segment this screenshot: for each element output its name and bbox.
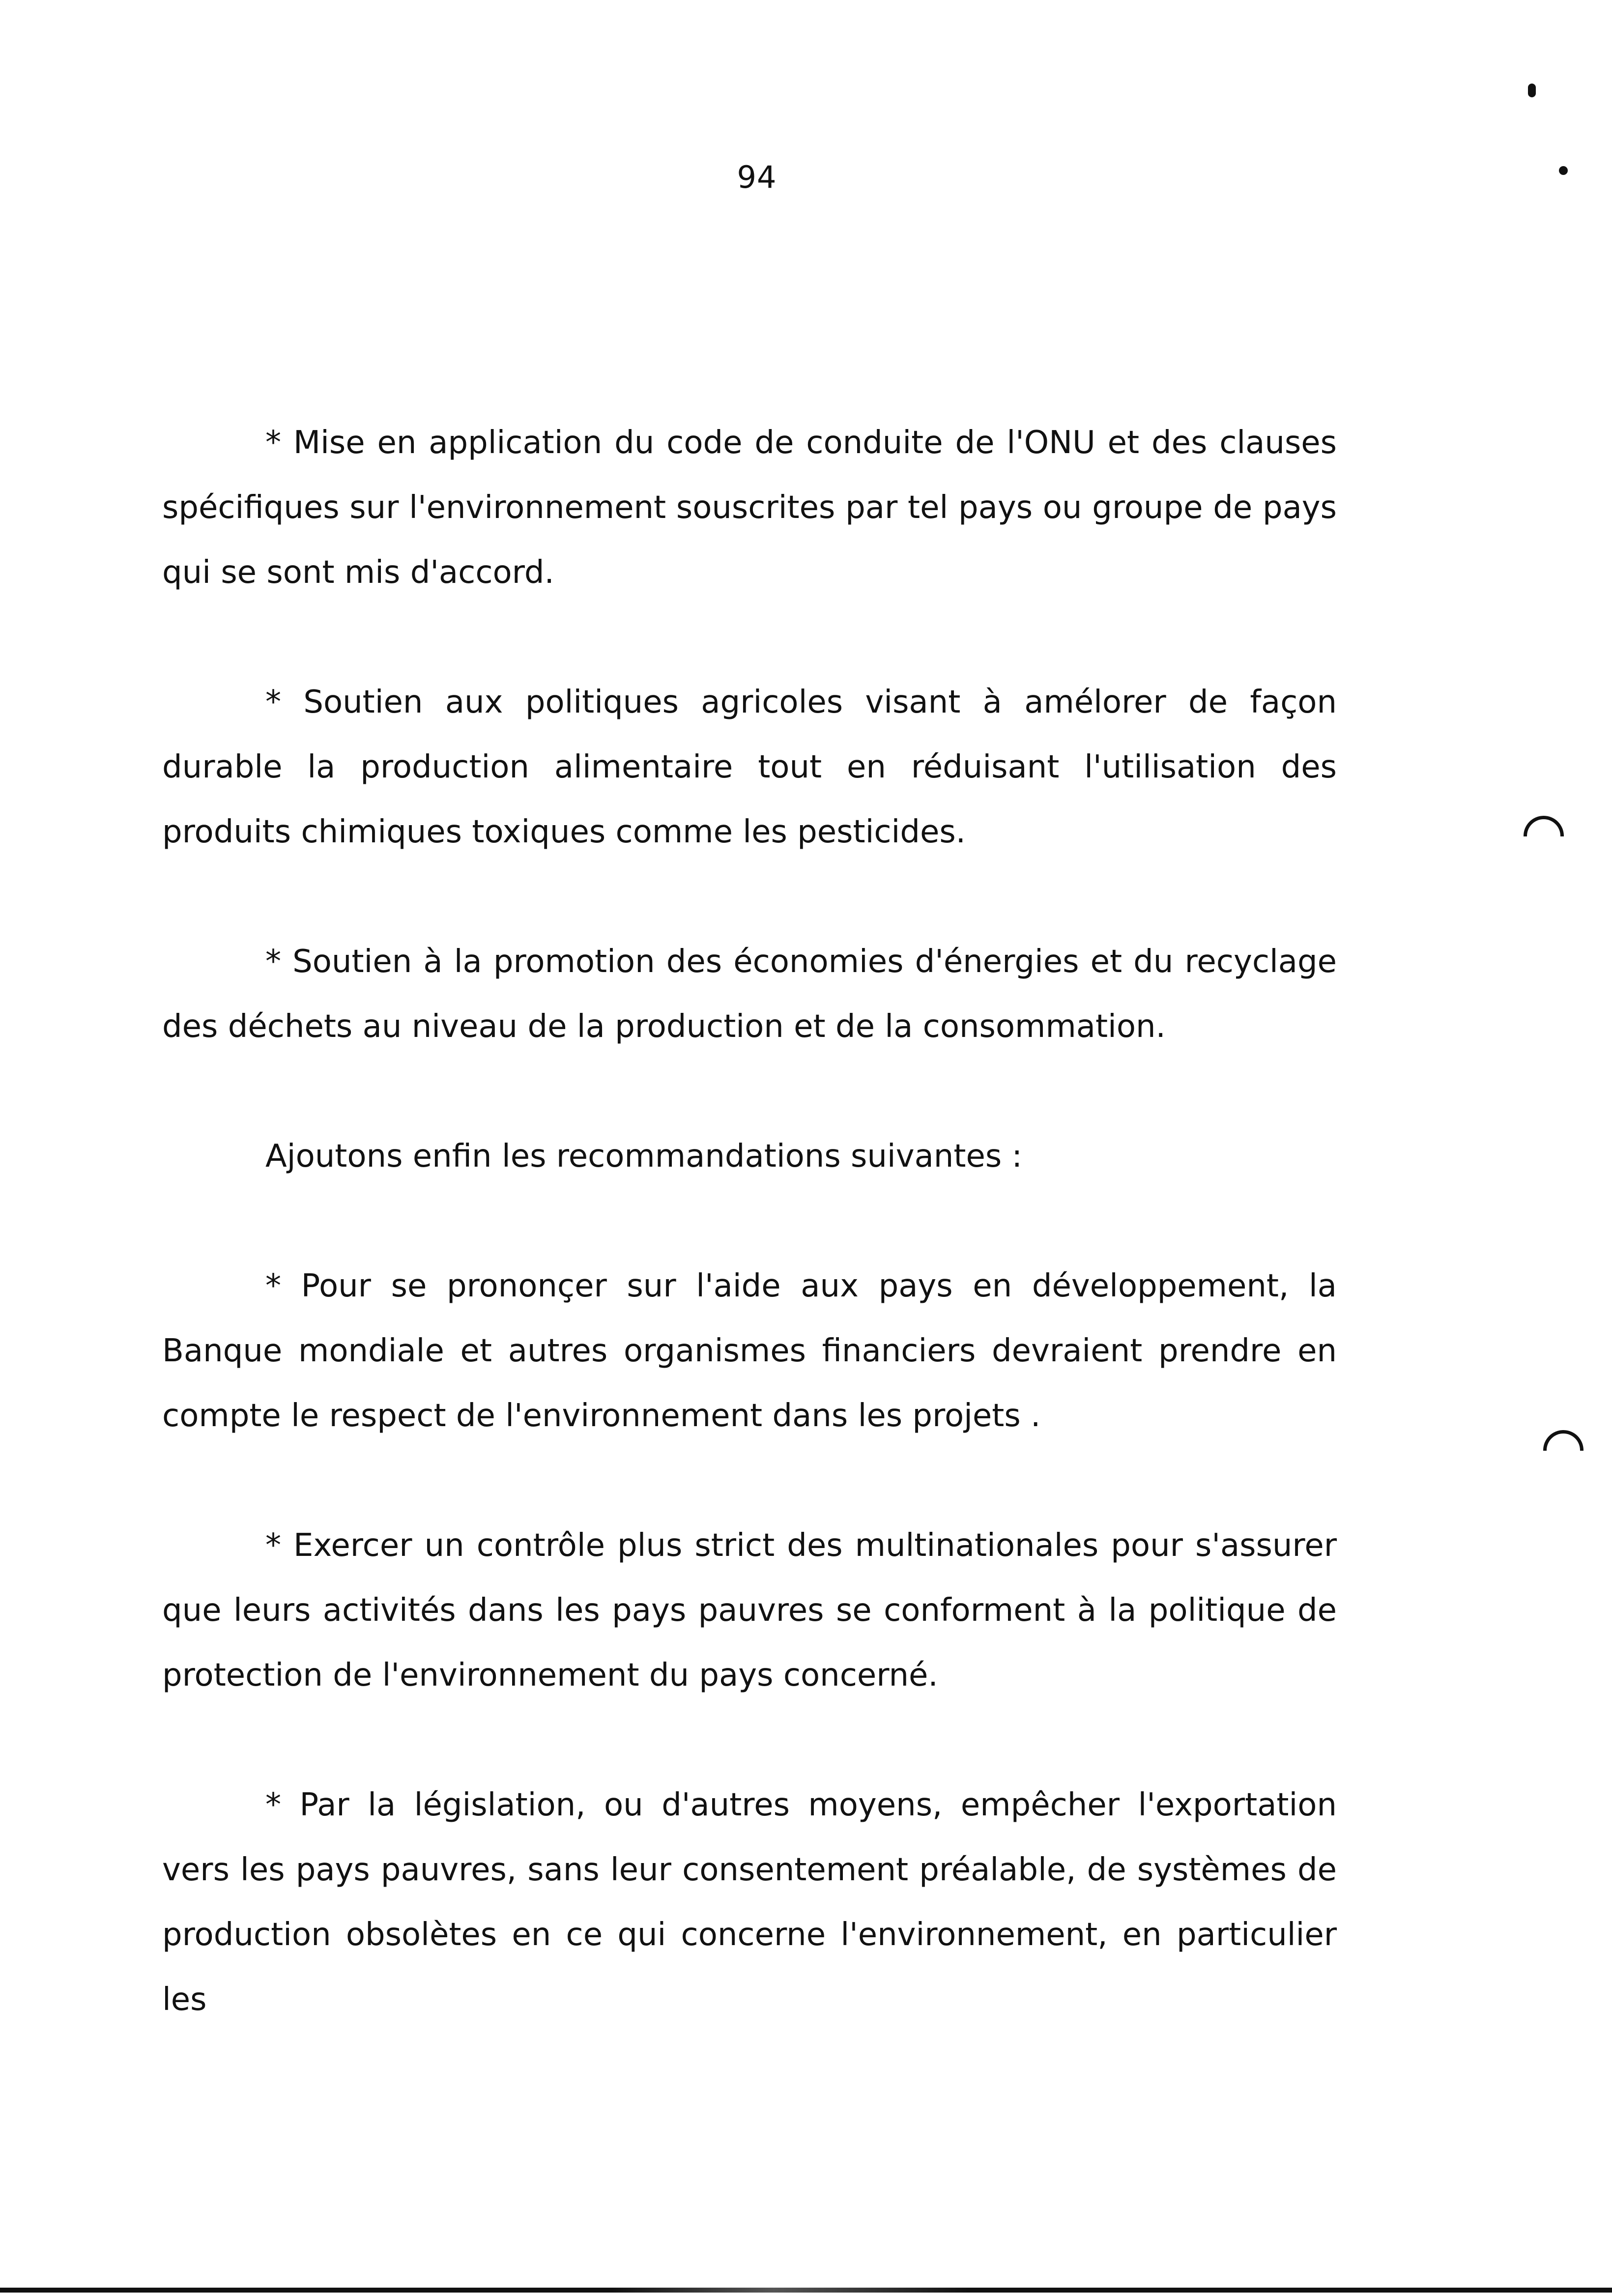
paragraph-onu-code: * Mise en application du code de conduite de l'ONU et des clauses spécifiques sur l'environnement souscrites par tel pays ou groupe de pays qui se sont mis d'accord.	[162, 425, 1337, 591]
paragraph-export-legislation: * Par la législation, ou d'autres moyens, empêcher l'exportation vers les pays pauvres, sans leur consentement préalable, de systèmes de production obsolètes en ce qui concerne l'environnement, en particulier les	[162, 1787, 1337, 2018]
paragraph-agricultural-policy: * Soutien aux politiques agricoles visant à amélorer de façon durable la production alimentaire tout en réduisant l'utilisation des produits chimiques toxiques comme les pesticides.	[162, 684, 1337, 850]
page-number: 94	[737, 159, 777, 195]
document-body	[162, 410, 1337, 2032]
margin-mark-arc	[1543, 1430, 1583, 1451]
margin-mark-arc	[1524, 816, 1564, 836]
scan-edge-line	[0, 2288, 1612, 2293]
paragraph-energy-recycling: * Soutien à la promotion des économies d'énergies et du recyclage des déchets au niveau de la production et de la consommation.	[162, 944, 1337, 1045]
paragraph-world-bank: * Pour se prononçer sur l'aide aux pays en développement, la Banque mondiale et autres organismes financiers devraient prendre en compte le respect de l'environnement dans les projets .	[162, 1268, 1337, 1434]
paragraph-multinationals: * Exercer un contrôle plus strict des multinationales pour s'assurer que leurs activités dans les pays pauvres se conforment à la politique de protection de l'environnement du pays concerné.	[162, 1527, 1337, 1693]
margin-mark-dot	[1559, 166, 1568, 175]
paragraph-recommendations-intro: Ajoutons enfin les recommandations suivantes :	[265, 1138, 1023, 1175]
margin-mark-dot	[1528, 84, 1536, 97]
